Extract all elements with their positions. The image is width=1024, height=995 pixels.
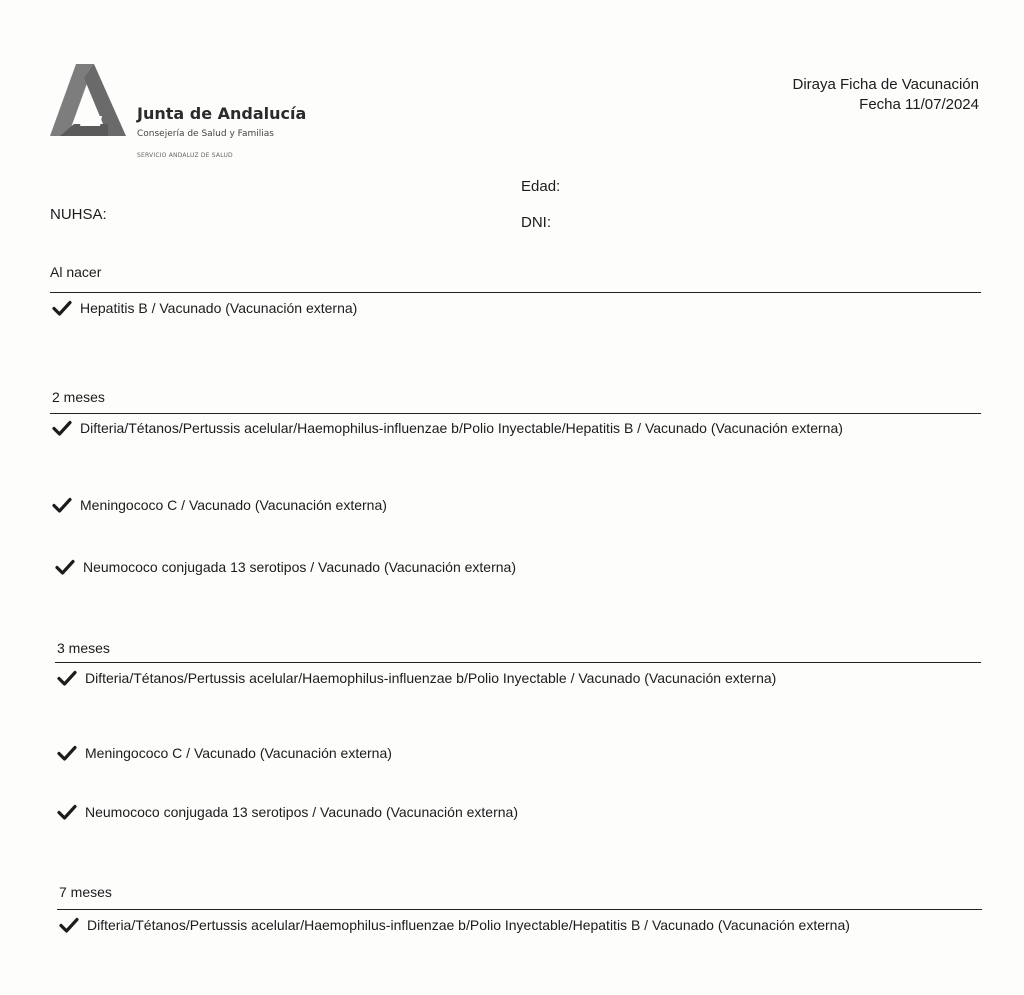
vaccine-entry-text: Difteria/Tétanos/Pertussis acelular/Haemophilus-influenzae b/Polio Inyectable/Hepatitis B / Vacunado (Vacunación externa) — [80, 420, 843, 436]
document-header — [793, 75, 980, 115]
org-name: Junta de Andalucía — [137, 104, 307, 123]
edad-label: Edad: — [521, 178, 561, 195]
vaccine-entry-text: Hepatitis B / Vacunado (Vacunación externa) — [80, 300, 358, 316]
section-divider — [50, 292, 981, 293]
vaccine-entry — [57, 670, 985, 687]
check-icon — [59, 917, 79, 933]
nuhsa-label: NUHSA: — [50, 206, 107, 223]
vaccine-entry — [55, 559, 963, 576]
section-title-3-meses: 3 meses — [57, 640, 110, 656]
junta-andalucia-logo — [50, 64, 126, 144]
vaccine-entry — [57, 745, 965, 762]
document-date: Fecha 11/07/2024 — [859, 96, 979, 113]
vaccine-entry — [52, 300, 960, 317]
section-divider — [57, 909, 982, 910]
dni-label: DNI: — [521, 214, 551, 231]
check-icon — [57, 745, 77, 761]
section-title-al-nacer: Al nacer — [50, 264, 102, 280]
check-icon — [55, 559, 75, 575]
vaccine-entry-text: Difteria/Tétanos/Pertussis acelular/Haemophilus-influenzae b/Polio Inyectable/Hepatitis B / Vacunado (Vacunación externa) — [87, 917, 850, 933]
vaccine-entry — [52, 420, 960, 437]
check-icon — [52, 420, 72, 436]
vaccine-entry — [52, 497, 960, 514]
section-title-7-meses: 7 meses — [59, 884, 112, 900]
vaccine-entry — [59, 917, 957, 934]
vaccine-entry — [57, 804, 965, 821]
org-department: Consejería de Salud y Familias — [137, 129, 274, 139]
check-icon — [52, 300, 72, 316]
section-title-2-meses: 2 meses — [52, 389, 105, 405]
org-service: SERVICIO ANDALUZ DE SALUD — [137, 152, 233, 159]
vaccine-entry-text: Meningococo C / Vacunado (Vacunación externa) — [85, 745, 392, 761]
document-title: Diraya Ficha de Vacunación — [792, 76, 979, 93]
vaccine-entry-text: Neumococo conjugada 13 serotipos / Vacunado (Vacunación externa) — [83, 559, 516, 575]
check-icon — [57, 804, 77, 820]
check-icon — [57, 670, 77, 686]
section-divider — [50, 413, 981, 414]
vaccine-entry-text: Difteria/Tétanos/Pertussis acelular/Haemophilus-influenzae b/Polio Inyectable / Vacunado (Vacunación externa) — [85, 670, 777, 686]
vaccine-entry-text: Neumococo conjugada 13 serotipos / Vacunado (Vacunación externa) — [85, 804, 518, 820]
section-divider — [55, 662, 981, 663]
vaccine-entry-text: Meningococo C / Vacunado (Vacunación externa) — [80, 497, 387, 513]
check-icon — [52, 497, 72, 513]
